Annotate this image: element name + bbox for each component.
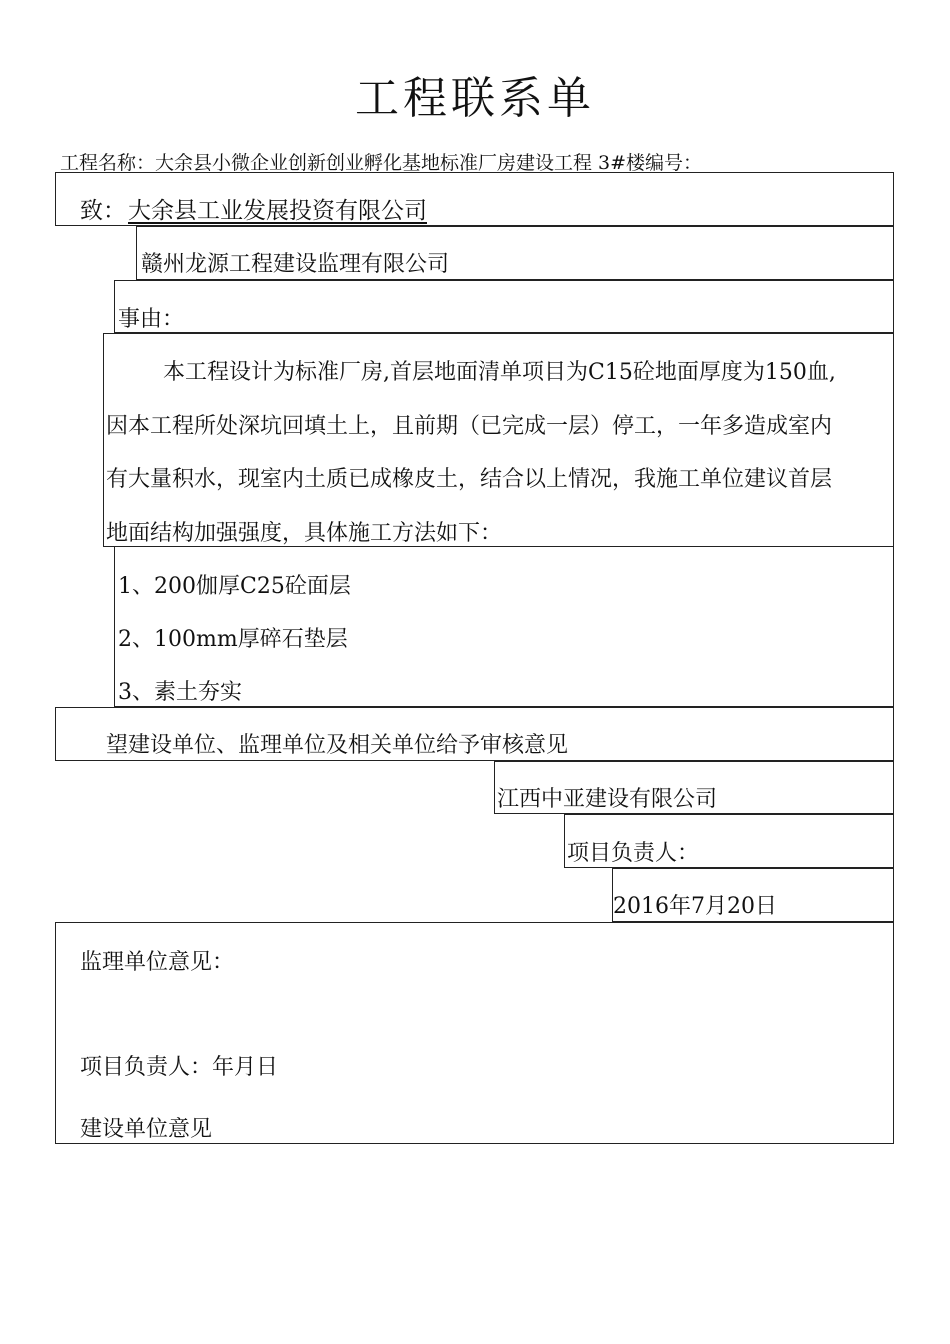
method-item: 2、100mm厚碎石垫层 — [118, 627, 348, 652]
method-item: 3、素土夯实 — [118, 680, 242, 705]
reason-row — [114, 280, 894, 333]
page-title: 工程联系单 — [355, 73, 595, 124]
body-line: 本工程设计为标准厂房,首层地面清单项目为C15砼地面厚度为150血, — [163, 360, 836, 385]
owner-opinion-label: 建设单位意见 — [80, 1117, 213, 1142]
body-line: 有大量积水，现室内土质已成橡皮土，结合以上情况，我施工单位建议首层 — [106, 467, 833, 492]
project-manager-label: 项目负责人： — [567, 841, 700, 866]
body-line: 因本工程所处深坑回填土上，且前期（已完成一层）停工，一年多造成室内 — [106, 414, 833, 439]
reason-label: 事由： — [118, 307, 185, 332]
contractor-name: 江西中亚建设有限公司 — [497, 787, 718, 812]
body-line: 地面结构加强强度，具体施工方法如下： — [106, 521, 503, 546]
manager-date-label: 项目负责人：年月日 — [80, 1055, 279, 1080]
request-text: 望建设单位、监理单位及相关单位给予审核意见 — [106, 733, 569, 758]
supervisor-opinion-label: 监理单位意见： — [80, 950, 235, 975]
method-item: 1、200伽厚C25砼面层 — [118, 574, 351, 599]
project-name-line: 工程名称：大余县小微企业创新创业孵化基地标准厂房建设工程 3#楼编号： — [60, 152, 703, 174]
to-label: 致： — [80, 198, 126, 224]
recipient-name: 大余县工业发展投资有限公司 — [128, 198, 427, 224]
date-text: 2016年7月20日 — [613, 894, 777, 919]
supervisor-name: 赣州龙源工程建设监理有限公司 — [141, 252, 450, 277]
